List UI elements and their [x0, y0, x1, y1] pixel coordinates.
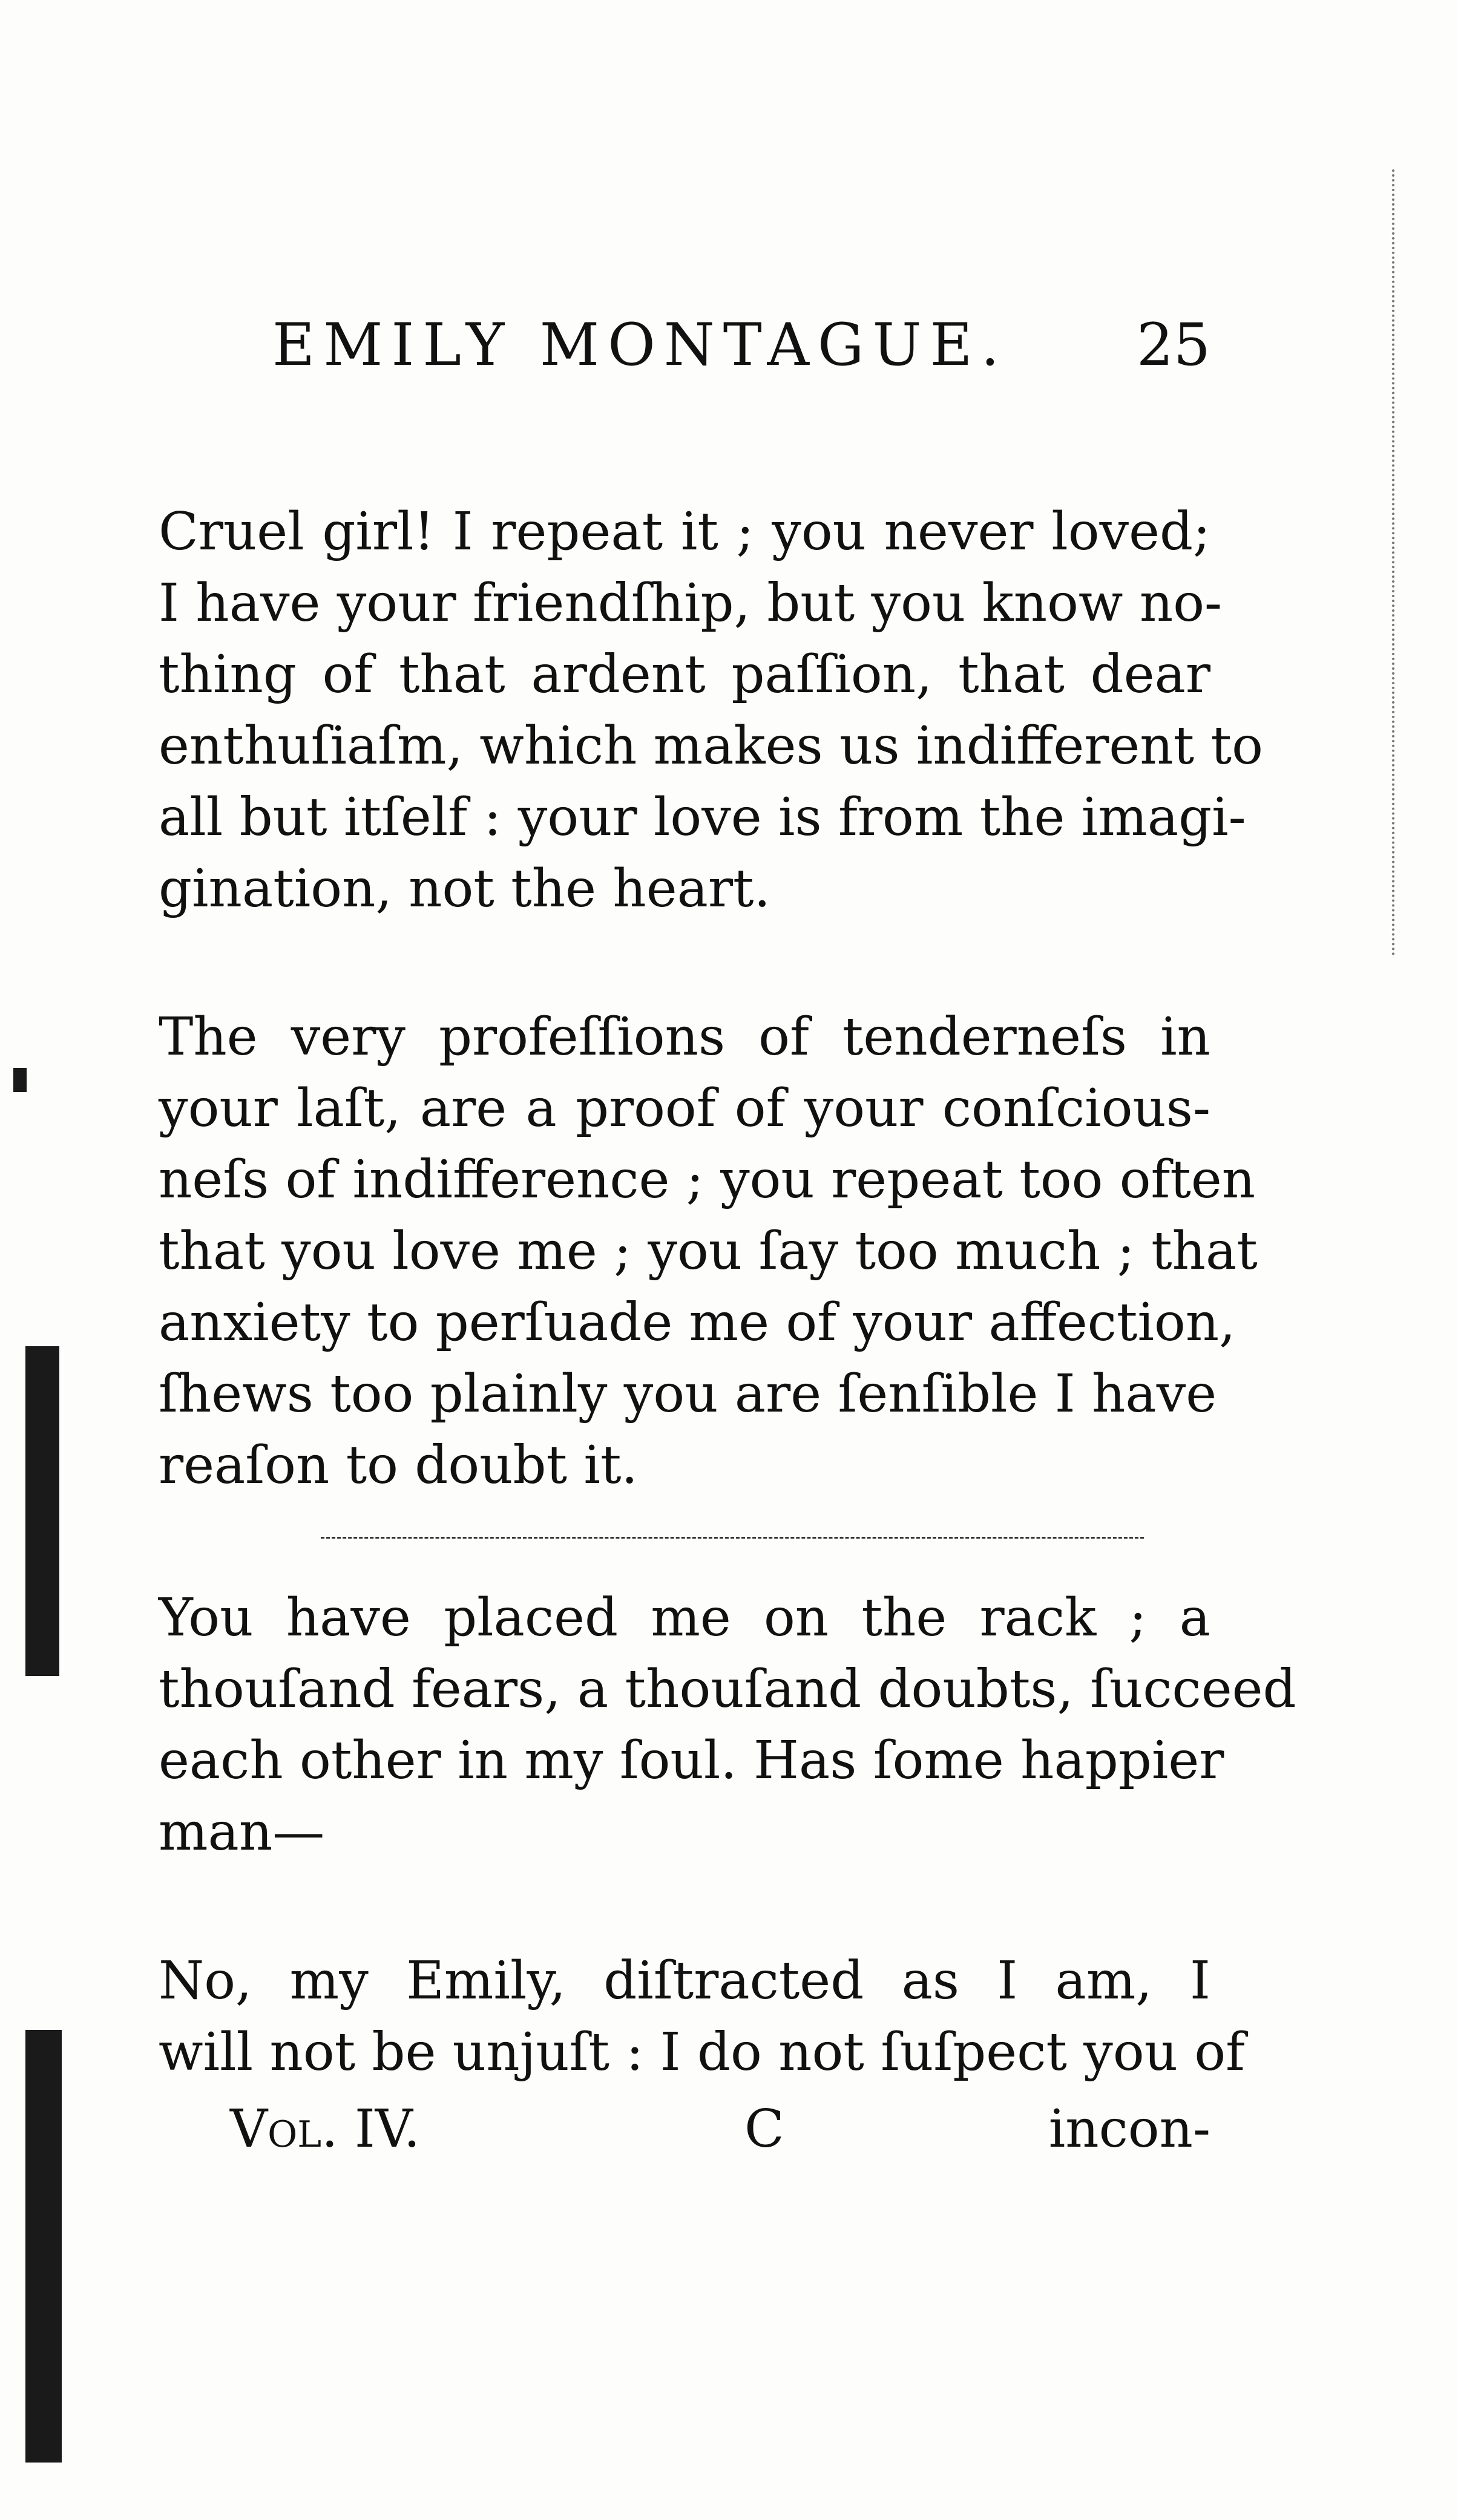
- page-edge-bleed: [1356, 169, 1394, 956]
- text-line: will not be unjuſt : I do not ſuſpect you of: [159, 2022, 1245, 2083]
- margin-scan-mark: [25, 1346, 59, 1676]
- text-line: No, my Emily, diſtracted as I am, I: [159, 1951, 1210, 2011]
- text-line: thing of that ardent paſſion, that dear: [159, 644, 1210, 705]
- page-footer: [230, 2093, 1210, 2165]
- page-number: 25: [1136, 311, 1210, 379]
- text-line: The very profeſſions of tenderneſs in: [159, 1007, 1210, 1067]
- signature-mark: C: [744, 2099, 784, 2159]
- paragraph: [159, 1001, 1258, 1501]
- margin-scan-mark: [25, 2030, 62, 2463]
- text-line: all but itſelf : your love is from the imagi-: [159, 787, 1246, 848]
- text-line: Cruel girl! I repeat it ; you never loved;: [159, 502, 1210, 562]
- paragraph: [159, 496, 1263, 925]
- paragraph: [159, 1945, 1245, 2088]
- text-line: gination, not the heart.: [159, 859, 770, 919]
- running-title: EMILY MONTAGUE.: [272, 311, 1008, 379]
- text-line: I have your friendſhip, but you know no-: [159, 573, 1223, 633]
- paragraph: [159, 1582, 1296, 1868]
- page-header: [272, 306, 1210, 384]
- text-line: that you love me ; you ſay too much ; that: [159, 1221, 1258, 1281]
- catchword: incon-: [1048, 2099, 1210, 2159]
- text-line: anxiety to perſuade me of your affection,: [159, 1292, 1236, 1353]
- text-line: reaſon to doubt it.: [159, 1435, 638, 1496]
- text-line: ſhews too plainly you are ſenſible I have: [159, 1364, 1217, 1424]
- text-line: enthuſiaſm, which makes us indifferent to: [159, 716, 1263, 776]
- text-line: each other in my ſoul. Has ſome happier: [159, 1730, 1224, 1791]
- text-line: man—: [159, 1802, 325, 1862]
- text-line: neſs of indifference ; you repeat too often: [159, 1150, 1256, 1210]
- margin-scan-mark: [13, 1068, 27, 1092]
- volume-label: Vol. IV.: [230, 2099, 421, 2159]
- text-line: your laſt, are a proof of your conſcious-: [159, 1078, 1210, 1139]
- section-divider: [321, 1537, 1144, 1539]
- text-line: thouſand fears, a thouſand doubts, ſucceed: [159, 1659, 1296, 1720]
- text-line: You have placed me on the rack ; a: [159, 1588, 1210, 1648]
